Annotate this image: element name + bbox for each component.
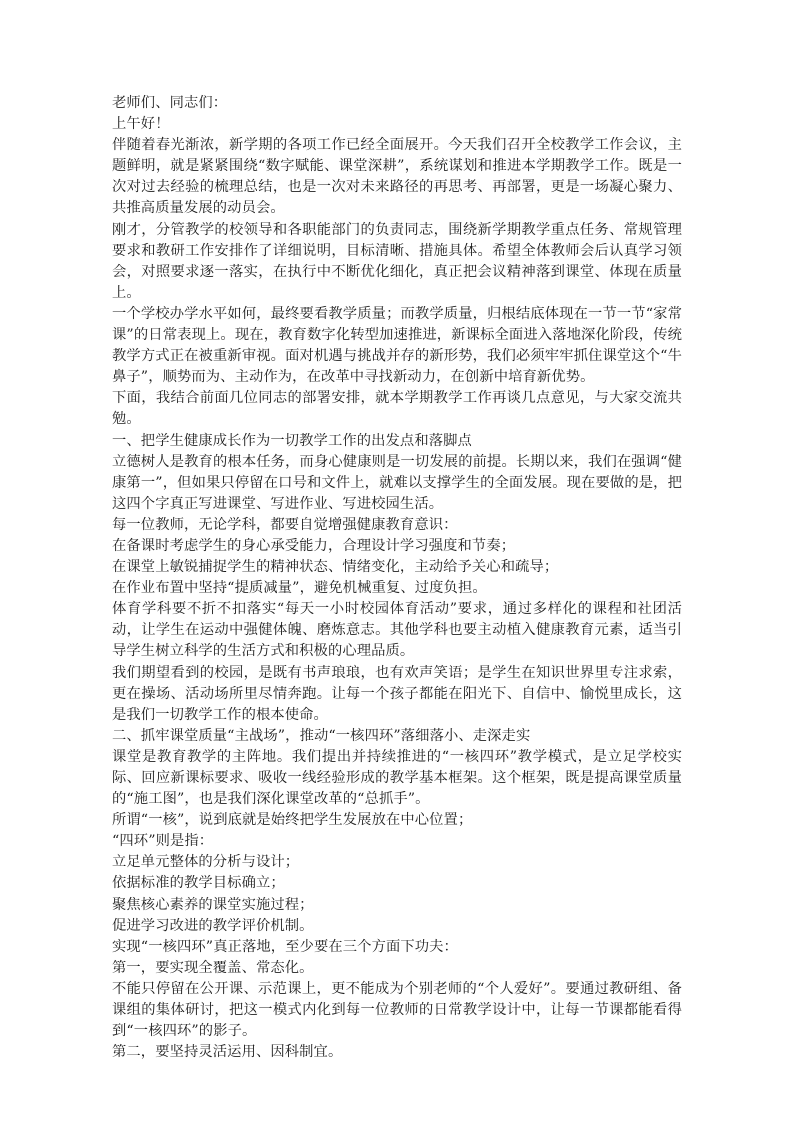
document-paragraph: 立德树人是教育的根本任务，而身心健康则是一切发展的前提。长期以来，我们在强调“健康第一”，但如果只停留在口号和文件上，就难以支撑学生的全面发展。现在要做的是，把这四个字真正写进课堂、写进作业、写进校园生活。 bbox=[112, 453, 682, 512]
document-paragraph: 在课堂上敏锐捕捉学生的精神状态、情绪变化，主动给予关心和疏导； bbox=[112, 559, 559, 576]
document-paragraph: 不能只停留在公开课、示范课上，更不能成为个别老师的“个人爱好”。要通过教研组、备课组的集体研讨，把这一模式内化到每一位教师的日常教学设计中，让每一节课都能看得到“一核四环”的影子。 bbox=[112, 980, 682, 1040]
document-paragraph: 上午好！ bbox=[112, 116, 170, 133]
document-paragraph: 课堂是教育教学的主阵地。我们提出并持续推进的“一核四环”教学模式，是立足学校实际、回应新课标要求、吸收一线经验形成的教学基本框架。这个框架，既是提高课堂质量的“施工图”，也是我们深化课堂改革的“总抓手”。 bbox=[112, 748, 682, 808]
document-paragraph: 立足单元整体的分析与设计； bbox=[112, 854, 300, 871]
document-paragraph: 下面，我结合前面几位同志的部署安排，就本学期教学工作再谈几点意见，与大家交流共勉。 bbox=[112, 390, 682, 428]
document-paragraph: 二、抓牢课堂质量“主战场”，推动“一核四环”落细落小、走深走实 bbox=[112, 727, 531, 744]
document-paragraph: 聚焦核心素养的课堂实施过程； bbox=[112, 896, 314, 913]
document-paragraph: 刚才，分管教学的校领导和各职能部门的负责同志，围绕新学期教学重点任务、常规管理要求和教研工作安排作了详细说明，目标清晰、措施具体。希望全体教师会后认真学习领会，对照要求逐一落实，在执行中不断优化细化，真正把会议精神落到课堂、体现在质量上。 bbox=[112, 221, 682, 301]
document-paragraph: 老师们、同志们： bbox=[112, 95, 228, 111]
document-paragraph: 一个学校办学水平如何，最终要看教学质量；而教学质量，归根结底体现在一节一节“家常课”的日常表现上。现在，教育数字化转型加速推进，新课标全面进入落地深化阶段，传统教学方式正在被重新审视。面对机遇与挑战并存的新形势，我们必须牢牢抓住课堂这个“牛鼻子”，顺势而为、主动作为，在改革中寻找新动力，在创新中培育新优势。 bbox=[112, 305, 682, 386]
document-paragraph: 一、把学生健康成长作为一切教学工作的出发点和落脚点 bbox=[112, 432, 472, 449]
document-paragraph: 我们期望看到的校园，是既有书声琅琅，也有欢声笑语；是学生在知识世界里专注求索，更在操场、活动场所里尽情奔跑。让每一个孩子都能在阳光下、自信中、愉悦里成长，这是我们一切教学工作的根本使命。 bbox=[112, 664, 682, 723]
document-paragraph: 依据标准的教学目标确立； bbox=[112, 875, 285, 892]
document-paragraph: “四环”则是指： bbox=[112, 833, 214, 850]
document-paragraph: 第一，要实现全覆盖、常态化。 bbox=[112, 959, 314, 976]
document-paragraph: 在备课时考虑学生的身心承受能力，合理设计学习强度和节奏； bbox=[112, 537, 516, 554]
document-paragraph: 伴随着春光渐浓，新学期的各项工作已经全面展开。今天我们召开全校教学工作会议，主题鲜明，就是紧紧围绕“数字赋能、课堂深耕”，系统谋划和推进本学期教学工作。既是一次对过去经验的梳理总结，也是一次对未来路径的再思考、再部署，更是一场凝心聚力、共推高质量发展的动员会。 bbox=[112, 137, 682, 217]
document-paragraph: 体育学科要不折不扣落实“每天一小时校园体育活动”要求，通过多样化的课程和社团活动，让学生在运动中强健体魄、磨炼意志。其他学科也要主动植入健康教育元素，适当引导学生树立科学的生活方式和积极的心理品质。 bbox=[112, 601, 682, 660]
document-paragraph: 促进学习改进的教学评价机制。 bbox=[112, 917, 314, 934]
document-paragraph: 实现“一核四环”真正落地，至少要在三个方面下功夫： bbox=[112, 938, 458, 955]
document-paragraph: 所谓“一核”，说到底就是始终把学生发展放在中心位置； bbox=[112, 812, 473, 829]
document-paragraph: 在作业布置中坚持“提质减量”，避免机械重复、过度负担。 bbox=[112, 580, 487, 597]
document-paragraph: 每一位教师，无论学科，都要自觉增强健康教育意识： bbox=[112, 516, 458, 533]
document-text-body bbox=[112, 93, 682, 1063]
document-paragraph: 第二，要坚持灵活运用、因科制宜。 bbox=[112, 1044, 343, 1061]
